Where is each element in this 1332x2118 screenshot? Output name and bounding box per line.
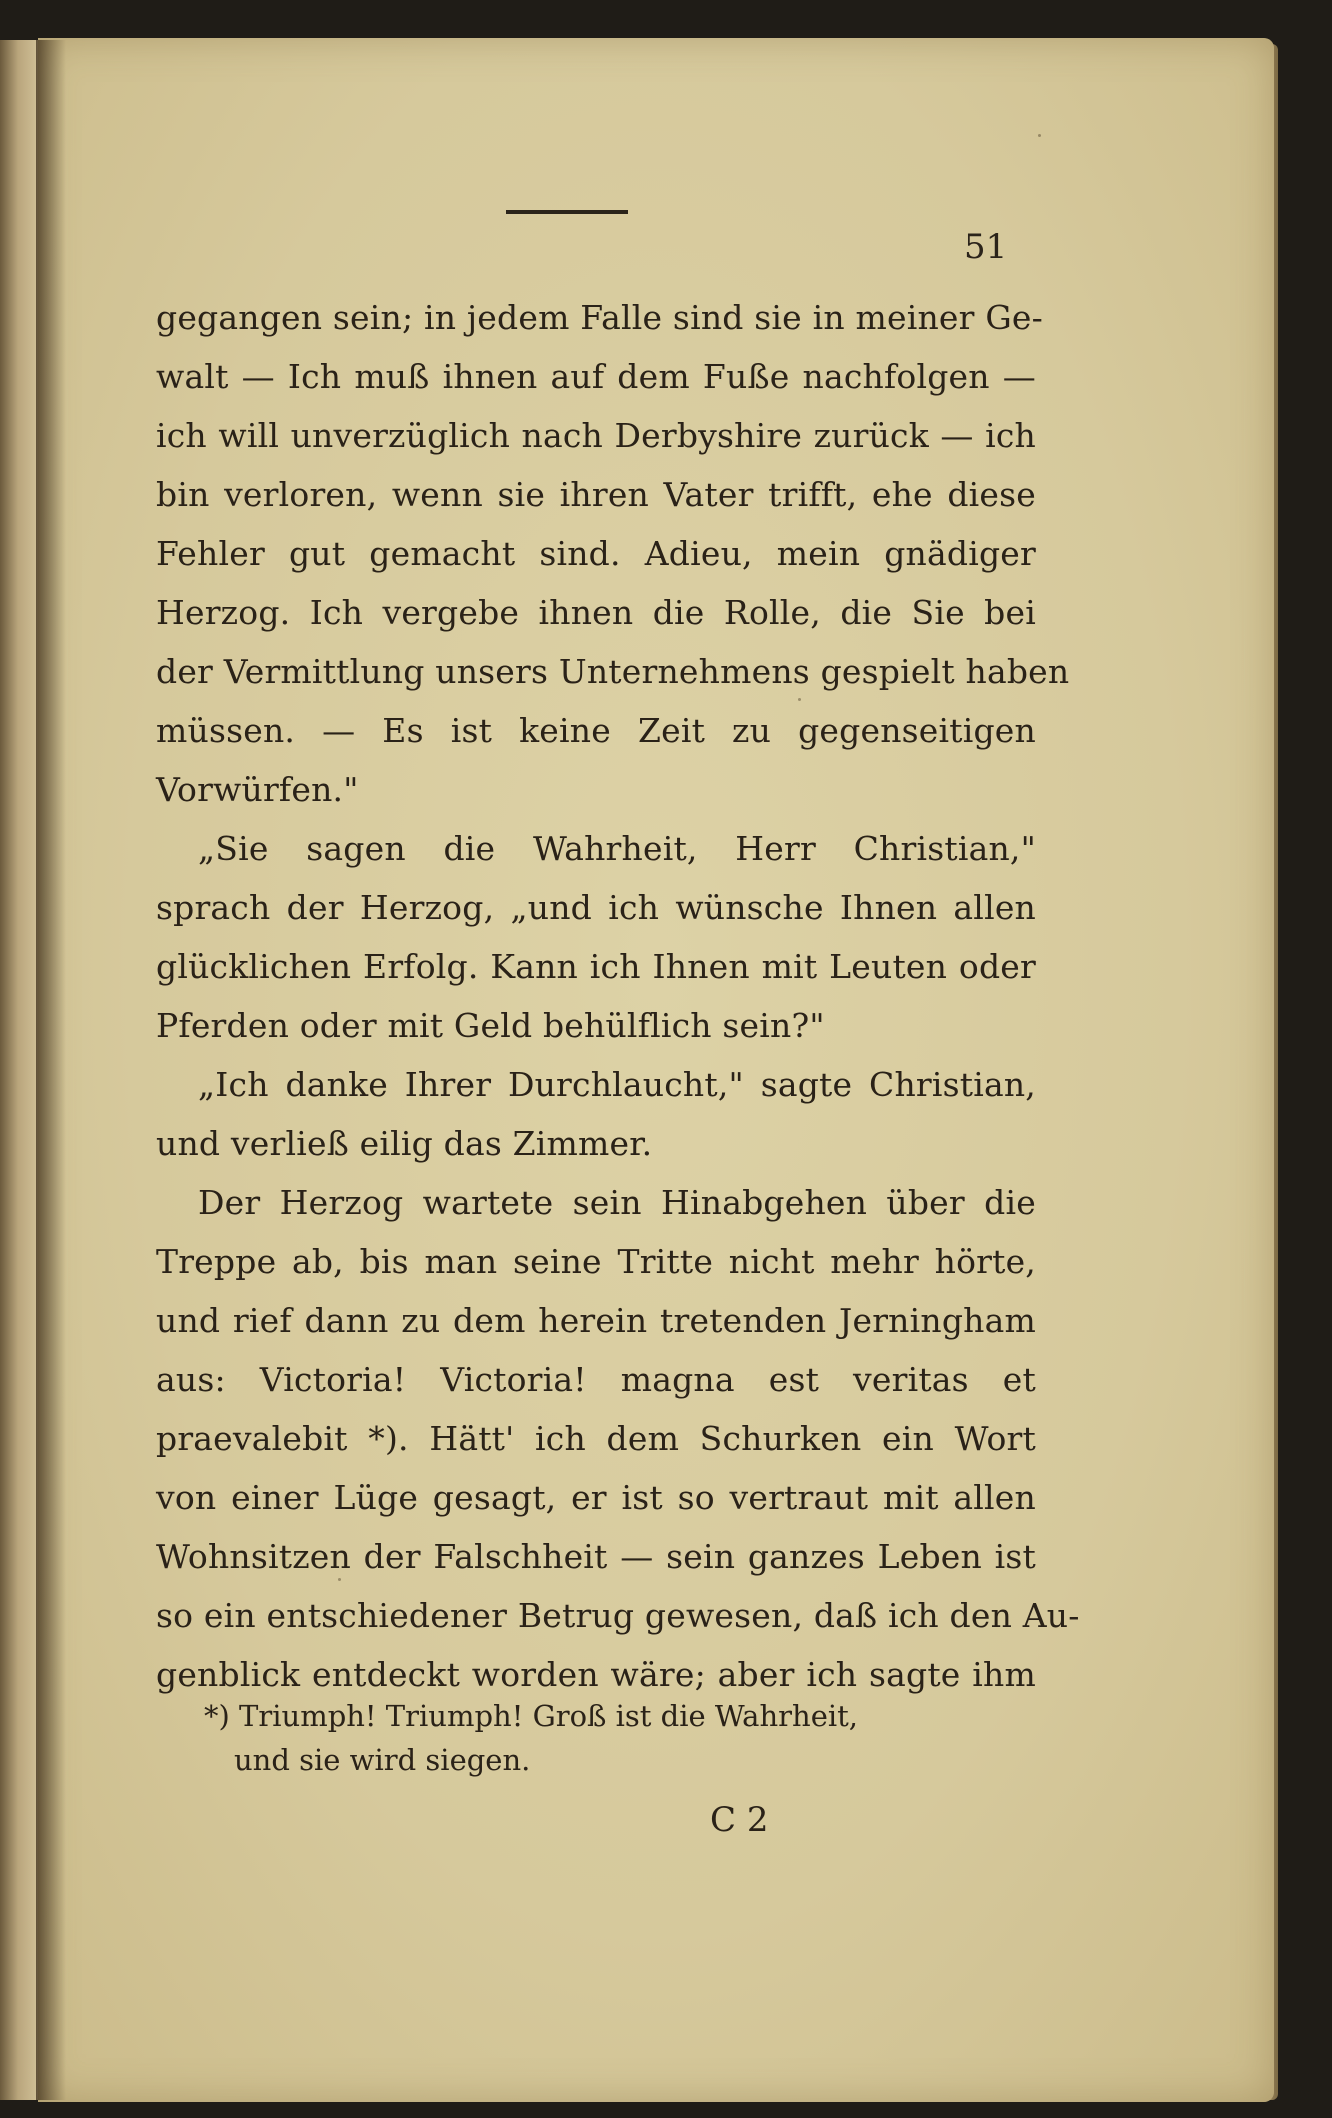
footnote-line: *) Triumph! Triumph! Groß ist die Wahrheit, (204, 1699, 859, 1733)
text-line: Wohnsitzen der Falschheit — sein ganzes Leben ist (156, 1537, 1036, 1576)
page-number: 51 (964, 227, 1008, 267)
text-line: aus: Victoria! Victoria! magna est veritas et (156, 1360, 1036, 1399)
paper-speck (1038, 134, 1041, 137)
text-line: müssen. — Es ist keine Zeit zu gegenseitigen (156, 711, 1036, 750)
text-line: ich will unverzüglich nach Derbyshire zurück — ich (156, 416, 1036, 455)
book-page (38, 38, 1274, 2102)
text-line: Fehler gut gemacht sind. Adieu, mein gnädiger (156, 534, 1036, 573)
text-line: Treppe ab, bis man seine Tritte nicht mehr hörte, (156, 1242, 1036, 1281)
text-line: und verließ eilig das Zimmer. (156, 1124, 653, 1163)
previous-page-edge (0, 40, 40, 2100)
text-line: von einer Lüge gesagt, er ist so vertraut mit allen (156, 1478, 1036, 1517)
text-line: so ein entschiedener Betrug gewesen, daß ich den Au- (156, 1596, 1080, 1635)
text-line: Pferden oder mit Geld behülflich sein?" (156, 1006, 825, 1045)
text-line: und rief dann zu dem herein tretenden Jerningham (156, 1301, 1036, 1340)
body-text (156, 288, 1080, 1704)
text-line: glücklichen Erfolg. Kann ich Ihnen mit Leuten oder (156, 947, 1036, 986)
text-line: sprach der Herzog, „und ich wünsche Ihnen allen (156, 888, 1036, 927)
footnote-line: und sie wird siegen. (234, 1743, 531, 1777)
text-line: genblick entdeckt worden wäre; aber ich sagte ihm (156, 1655, 1036, 1694)
paper-speck (798, 698, 801, 701)
text-line: bin verloren, wenn sie ihren Vater trifft, ehe diese (156, 475, 1036, 514)
header-rule (506, 210, 628, 214)
paper-speck (338, 1578, 341, 1581)
text-line: der Vermittlung unsers Unternehmens gespielt haben (156, 652, 1070, 691)
text-line: gegangen sein; in jedem Falle sind sie in meiner Ge- (156, 298, 1043, 337)
text-line: „Ich danke Ihrer Durchlaucht," sagte Christian, (198, 1065, 1036, 1104)
spine-shadow (36, 40, 66, 2100)
signature-mark: C 2 (710, 1800, 769, 1840)
text-line: Herzog. Ich vergebe ihnen die Rolle, die Sie bei (156, 593, 1036, 632)
text-line: praevalebit *). Hätt' ich dem Schurken ein Wort (156, 1419, 1036, 1458)
footnote (204, 1694, 1034, 1782)
text-line: walt — Ich muß ihnen auf dem Fuße nachfolgen — (156, 357, 1036, 396)
text-line: Vorwürfen." (156, 770, 359, 809)
text-line: „Sie sagen die Wahrheit, Herr Christian," (198, 829, 1036, 868)
text-line: Der Herzog wartete sein Hinabgehen über die (198, 1183, 1036, 1222)
